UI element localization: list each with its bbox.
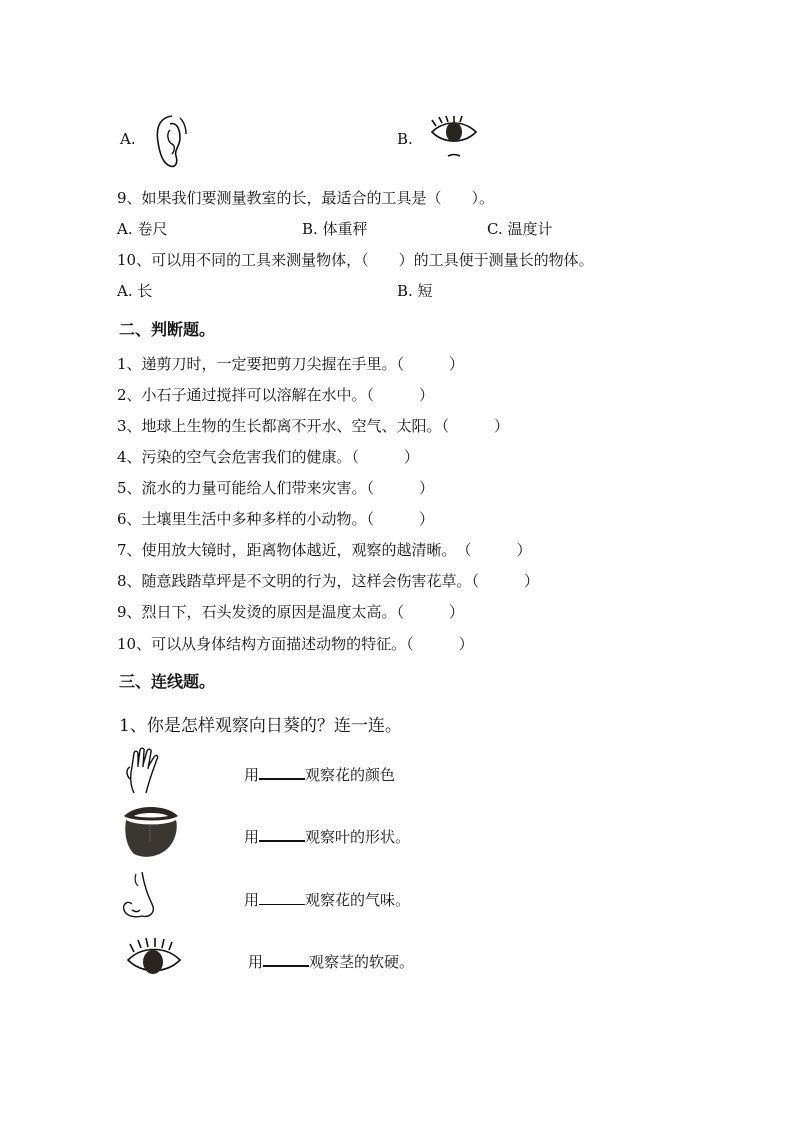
- judge-item-5: 5、流水的力量可能给人们带来灾害。（ ）: [117, 479, 435, 497]
- q10-option-b: B. 短: [397, 282, 433, 300]
- match-row-2: 用 观察叶的形状。: [244, 828, 411, 846]
- judge-item-4: 4、污染的空气会危害我们的健康。（ ）: [117, 448, 420, 466]
- blank-3[interactable]: [259, 890, 305, 905]
- judge-item-6: 6、土壤里生活中多种多样的小动物。（ ）: [117, 510, 435, 528]
- section2-title: 二、判断题。: [119, 320, 216, 339]
- match-row-1: 用 观察花的颜色: [244, 766, 396, 784]
- match-row-3: 用 观察花的气味。: [244, 891, 411, 909]
- judge-item-8: 8、随意践踏草坪是不文明的行为，这样会伤害花草。（ ）: [117, 572, 540, 590]
- q9-option-a: A. 卷尺: [117, 220, 168, 238]
- judge-item-7: 7、使用放大镜时，距离物体越近，观察的越清晰。 （ ）: [117, 541, 532, 559]
- blank-1[interactable]: [259, 764, 305, 780]
- section3-question: 1、你是怎样观察向日葵的？连一连。: [119, 716, 402, 736]
- hand-icon: [124, 747, 174, 797]
- q9-question: 9、如果我们要测量教室的长，最适合的工具是（ ）。: [117, 189, 495, 207]
- judge-item-1: 1、递剪刀时，一定要把剪刀尖握在手里。（ ）: [117, 355, 465, 373]
- eye-icon: [428, 114, 480, 164]
- eye-icon: [126, 934, 182, 980]
- q10-question: 10、可以用不同的工具来测量物体，（ ）的工具便于测量长的物体。: [117, 251, 594, 269]
- match-row-4: 用 观察茎的软硬。: [248, 953, 415, 971]
- blank-4[interactable]: [263, 951, 309, 967]
- judge-item-2: 2、小石子通过搅拌可以溶解在水中。（ ）: [117, 386, 435, 404]
- mouth-icon: [120, 802, 182, 860]
- ear-icon: [150, 112, 195, 170]
- judge-item-10: 10、可以从身体结构方面描述动物的特征。（ ）: [117, 635, 474, 653]
- q8-option-a-label: A.: [120, 130, 136, 148]
- q10-option-a: A. 长: [117, 282, 153, 300]
- q9-option-b: B. 体重秤: [302, 220, 368, 238]
- judge-item-9: 9、烈日下，石头发烫的原因是温度太高。（ ）: [117, 603, 465, 621]
- judge-item-3: 3、地球上生物的生长都离不开水、空气、太阳。（ ）: [117, 417, 510, 435]
- blank-2[interactable]: [259, 826, 305, 842]
- nose-icon: [120, 870, 160, 922]
- q9-option-c: C. 温度计: [487, 220, 553, 238]
- q8-option-b-label: B.: [397, 130, 413, 148]
- section3-title: 三、连线题。: [119, 672, 216, 691]
